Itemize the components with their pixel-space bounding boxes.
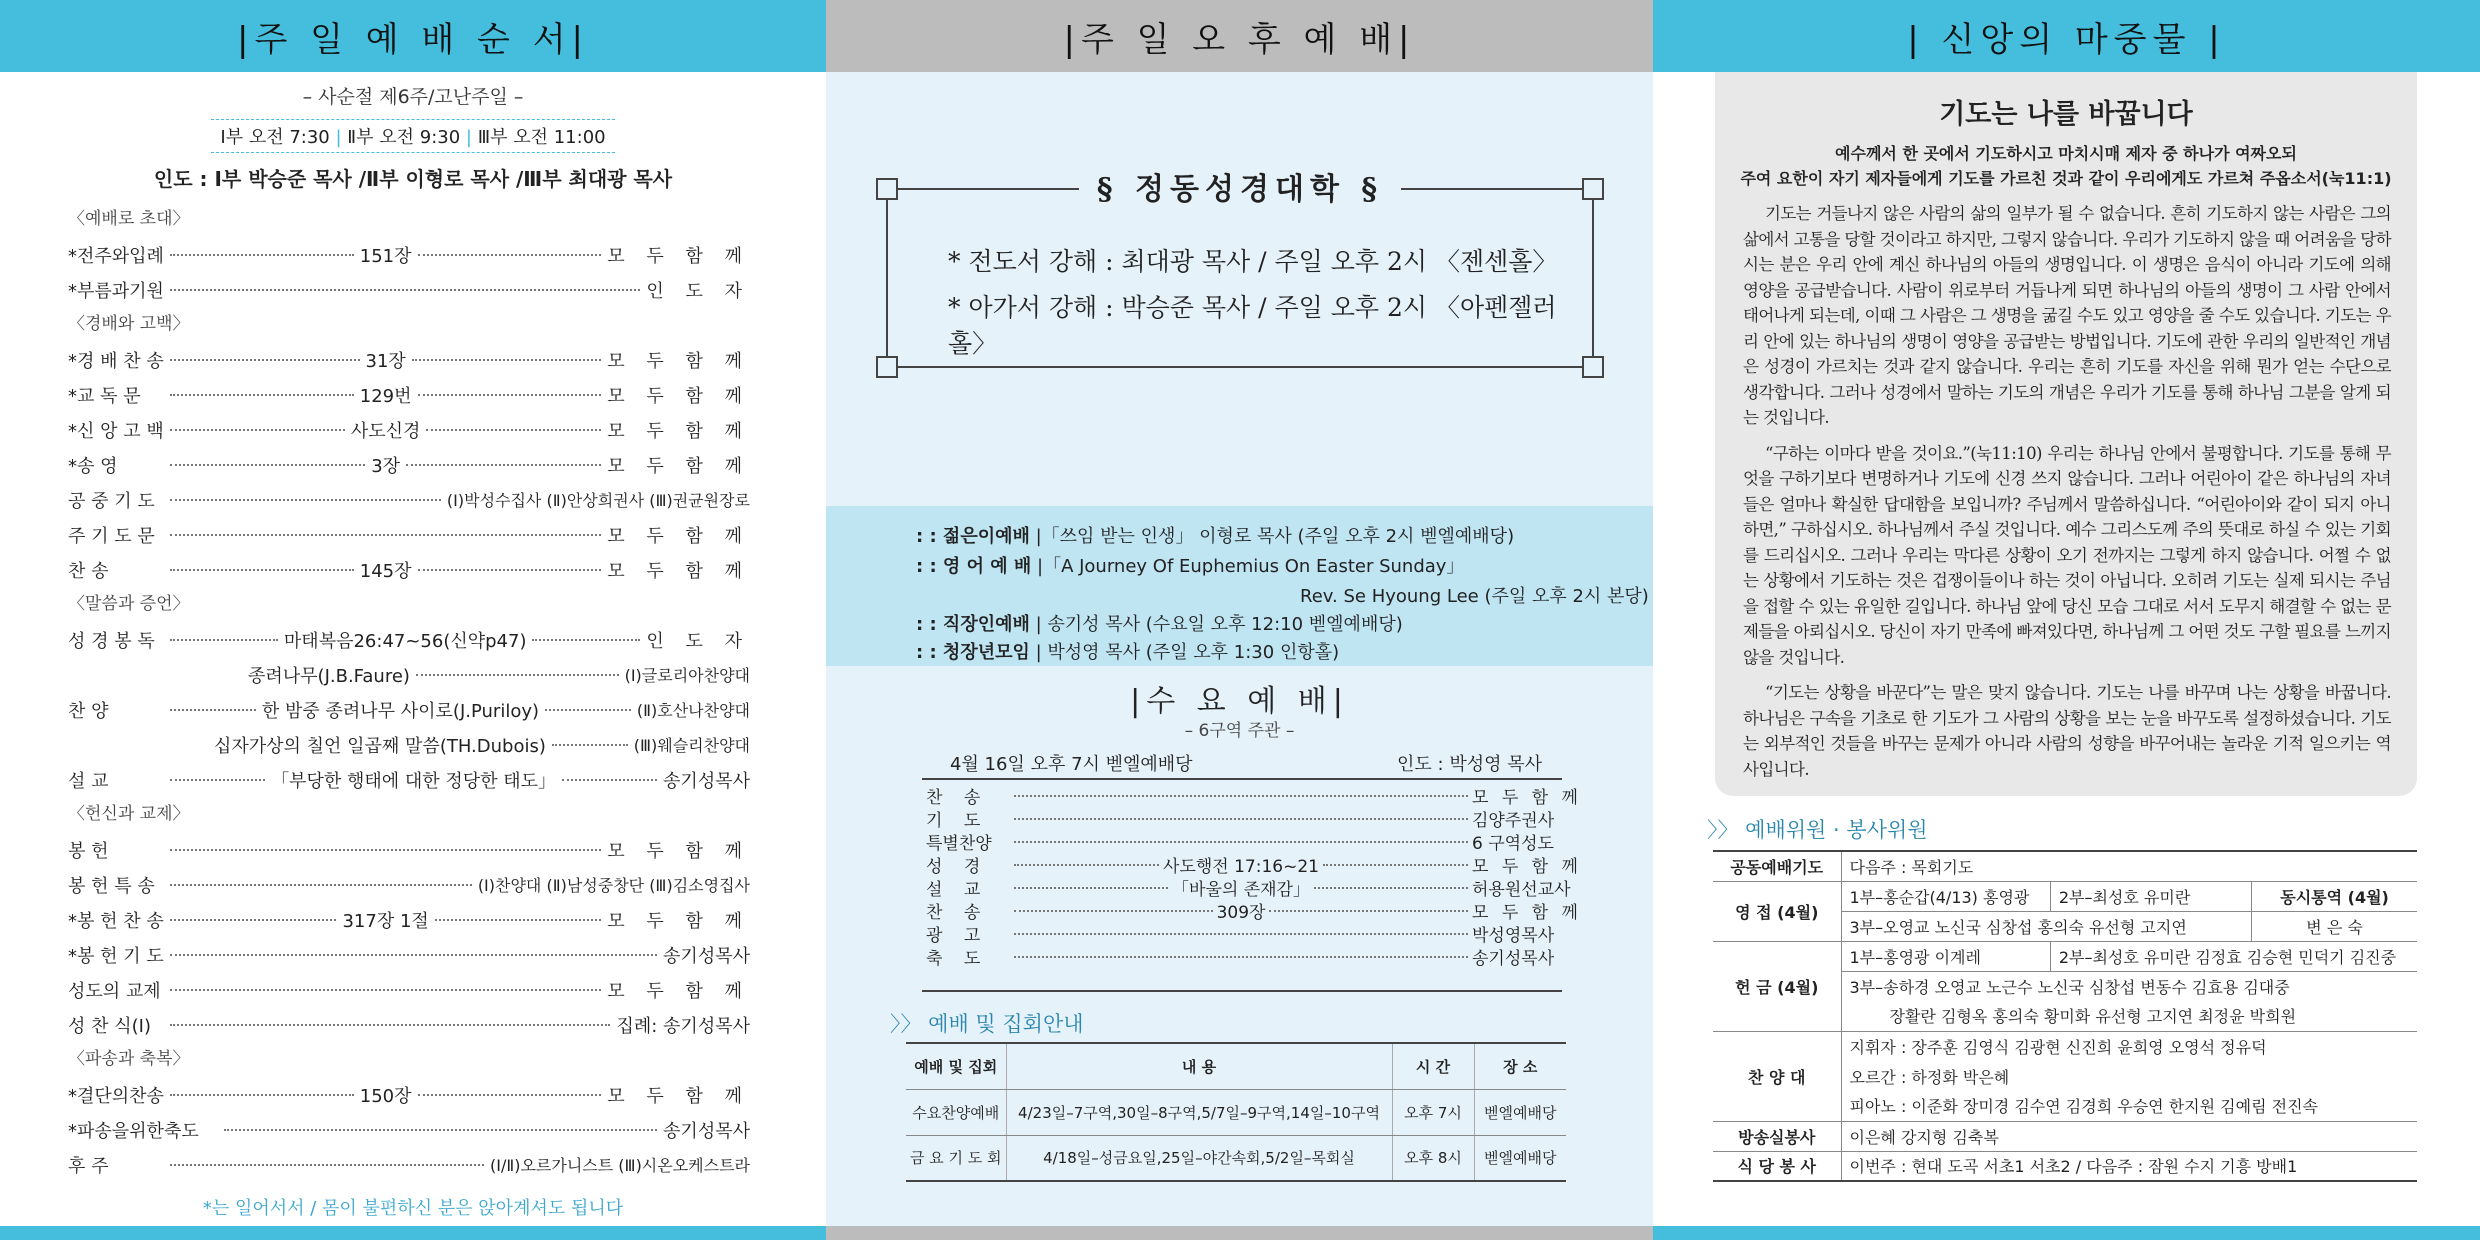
order-row: *결단의찬송 150장 모 두 함 께 (68, 1085, 750, 1107)
order-row: 설 교 「바울의 존재감」 허용원선교사 (926, 880, 1571, 900)
table-row: 방송실봉사 이은혜 강지형 김축복 (1713, 1121, 2417, 1151)
order-row: 공 중 기 도 (Ⅰ)박성수집사 (Ⅱ)안상희권사 (Ⅲ)권균원장로 (68, 490, 750, 512)
section-opening: 〈예배로 초대〉 (68, 209, 190, 229)
order-row: 종려나무(J.B.Faure) (Ⅰ)글로리아찬양대 (248, 665, 750, 687)
order-row: 성도의 교제 모 두 함 께 (68, 980, 750, 1002)
youth-service: : : 젊은이예배 |「쓰임 받는 인생」 이형로 목사 (주일 오후 2시 벧엘예배당) (916, 526, 1515, 547)
order-row: *경 배 찬 송 31장 모 두 함 께 (68, 350, 750, 372)
meeting-table: 예배 및 집회 내 용 시 간 장 소 수요찬양예배 4/23일–7구역,30일–8구역,5/7일–9구역,14일–10구역 오후 7시 벧엘예배당 금 요 기 도 회 4/18일–성금요일,25일–야간속회,5/2일–목회실 오후 8시 벧엘예배당 (906, 1042, 1566, 1182)
table-row: 헌 금 (4월) 1부–홍영광 이계레 2부–최성호 유미란 김정효 김승현 민덕기 김진중 (1713, 941, 2417, 971)
meditation-panel (1653, 0, 2480, 1240)
order-row: 십자가상의 칠언 일곱째 말씀(TH.Dubois) (Ⅲ)웨슬리찬양대 (214, 735, 750, 757)
order-row: 성 경 봉 독 마태복음26:47~56(신약p47) 인 도 자 (68, 630, 750, 652)
order-row: 후 주 (Ⅰ/Ⅱ)오르가니스트 (Ⅲ)시온오케스트라 (68, 1155, 750, 1177)
table-row: 피아노 : 이준화 장미경 김수연 김경희 우승연 한지원 김예림 전진속 (1713, 1091, 2417, 1121)
order-row: *파송을위한축도 송기성목사 (68, 1120, 750, 1142)
afternoon-worship-panel (826, 0, 1653, 1240)
order-row: *신 앙 고 백 사도신경 모 두 함 께 (68, 420, 750, 442)
table-row: 오르간 : 하정화 박은혜 (1849, 1067, 2010, 1087)
service-times: Ⅰ부 오전 7:30 | Ⅱ부 오전 9:30 | Ⅲ부 오전 11:00 (211, 119, 615, 153)
time-2: Ⅱ부 오전 9:30 (347, 127, 461, 148)
order-row: *송 영 3장 모 두 함 께 (68, 455, 750, 477)
worship-order-panel (0, 0, 826, 1240)
volunteers-heading: 〉〉 예배위원 · 봉사위원 (1707, 818, 1928, 842)
wednesday-title: |수 요 예 배| (1130, 684, 1349, 719)
standing-note: *는 일어서서 / 몸이 불편하신 분은 앉아계셔도 됩니다 (202, 1198, 624, 1219)
order-row: *전주와입례 151장 모 두 함 께 (68, 245, 750, 267)
afternoon-header: |주 일 오 후 예 배| (826, 0, 1653, 72)
section-offering: 〈헌신과 교제〉 (68, 804, 190, 824)
section-word: 〈말씀과 증언〉 (68, 594, 190, 614)
table-row: 영 접 (4월) 1부–홍순갑(4/13) 홍영광 2부–최성호 유미란 동시통역 (4월) (1713, 881, 2417, 911)
section-confession: 〈경배와 고백〉 (68, 314, 190, 334)
bible-college-title: § 정동성경대학 § (1079, 172, 1401, 207)
order-row: 찬 양 한 밤중 종려나무 사이로(J.Puriloy) (Ⅱ)호산나찬양대 (68, 700, 750, 722)
worker-service: : : 직장인예배 | 송기성 목사 (수요일 오후 12:10 벧엘예배당) (916, 614, 1403, 635)
time-1: Ⅰ부 오전 7:30 (220, 127, 330, 148)
table-row: 3부–송하경 오영교 노근수 노신국 심창섭 변동수 김효용 김대중 (1849, 977, 2290, 997)
wednesday-info (922, 744, 1562, 780)
order-row: 찬 송 모 두 함 께 (926, 788, 1582, 808)
order-row: 설 교 「부당한 행태에 대한 정당한 태도」 송기성목사 (68, 770, 750, 792)
worship-order-header: |주 일 예 배 순 서| (0, 0, 826, 72)
wednesday-leader: 인도 : 박성영 목사 (1397, 754, 1542, 775)
order-row: *봉 헌 찬 송 317장 1절 모 두 함 께 (68, 910, 750, 932)
order-row: 찬 송 145장 모 두 함 께 (68, 560, 750, 582)
wednesday-subtitle: – 6구역 주관 – (1184, 721, 1295, 741)
order-row: 기 도 김양주권사 (926, 811, 1555, 831)
table-row: 수요찬양예배 4/23일–7구역,30일–8구역,5/7일–9구역,14일–10구역 오후 7시 벧엘예배당 (906, 1089, 1566, 1135)
paragraph: 기도는 거들나지 않은 사람의 삶의 일부가 될 수 없습니다. 흔히 기도하지 않는 사람은 그의 삶에서 고통을 당할 것이라고 하지만, 그렇지 않습니다. 우리가 기도하지 않을 때 어려움을 당하시는 분은 우리 안에 계신 하나님의 아들의 생명입니다. 이 생명은 음식이 아니라 기도에 의해 영양을 공급받습니다. 사람이 위로부터 거듭나게 되면 하나님의 아들의 생명이 그 사람 안에서 태어나게 되는데, 이때 그 사람은 그 생명을 굶길 수도 있고 영양을 줄 수도 있습니다. 기도는 우리 안에 있는 하나님의 생명이 영양을 공급받는 방법입니다. 기도에 관한 우리의 일반적인 개념은 성경이 가르치는 것과 같지 않습니다. 우리는 흔히 기도를 자신을 위해 뭔가 얻는 수단으로 생각합니다. 그러나 성경에서 말하는 기도의 개념은 우리가 기도를 통해 하나님 그분을 알게 되는 것입니다. (1743, 204, 2391, 427)
order-row: 성 경 사도행전 17:16~21 모 두 함 께 (926, 857, 1582, 877)
order-list (0, 202, 826, 1182)
order-row: *부름과기원 인 도 자 (68, 280, 750, 302)
table-row: 장활란 김형옥 홍의숙 황미화 유선형 고지연 최정윤 박희원 (1713, 1001, 2417, 1031)
footer-bar (1653, 1226, 2480, 1240)
paragraph: “구하는 이마다 받을 것이요.”(눅11:10) 우리는 하나님 안에서 불평합니다. 기도를 통해 무엇을 구하기보다 변명하거나 기도에 신경 쓰지 않습니다. 그러나 어린아이 같은 하나님의 자녀들은 얼마나 확실한 답대함을 보입니까? 주님께서 말씀하십니다. “어린아이와 같이 되지 아니하면,” 구하십시오. 하나님께서 주실 것입니다. 예수 그리스도께 주의 뜻대로 하실 수 있는 기회를 드리십시오. 그러나 우리는 막다른 상황이 오기 전까지는 그렇게 하지 않습니다. 어쩔 수 없는 상황에서 기도하는 것은 겁쟁이들이나 하는 것이 아닙니다. 오히려 기도는 실제 되시는 주님을 접할 수 있는 유일한 길입니다. 하나님 앞에 당신 모습 그대로 서서 도무지 해결할 수 없는 문제들을 아뢰십시오. 당신이 자기 만족에 빠져있다면, 하나님께 그 어떤 것도 구할 필요를 느끼지 않을 것입니다. (1743, 443, 2391, 667)
table-row: 식 당 봉 사 이번주 : 현대 도곡 서초1 서초2 / 다음주 : 잠원 수지 기흥 방배1 (1713, 1151, 2417, 1181)
order-row: *교 독 문 129번 모 두 함 께 (68, 385, 750, 407)
table-row: 공동예배기도 다음주 : 목회기도 (1713, 851, 2417, 881)
wednesday-date: 4월 16일 오후 7시 벧엘예배당 (950, 754, 1193, 775)
wednesday-order (926, 784, 1582, 969)
paragraph: “기도는 상황을 바꾼다”는 말은 맞지 않습니다. 기도는 나를 바꾸며 나는 상황을 바꿉니다. 하나님은 구속을 기초로 한 기도가 그 사람의 상황을 보는 눈을 바꾸도록 설정하셨습니다. 기도는 외부적인 것들을 바꾸는 문제가 아니라 사람의 성향을 바꾸어내는 놀라운 기적 일으키는 역사입니다. (1743, 683, 2391, 779)
meditation-title: 기도는 나를 바꿉니다 (1939, 99, 2193, 130)
adult-meeting: : : 청장년모임 | 박성영 목사 (주일 오후 1:30 인항홀) (916, 642, 1340, 663)
meeting-info-heading: 〉〉 예배 및 집회안내 (890, 1012, 1084, 1036)
order-row: 특별찬양 6 구역성도 (926, 834, 1554, 854)
scripture-verse: 예수께서 한 곳에서 기도하시고 마치시매 제자 중 하나가 여짜오되 주여 요한이 자기 제자들에게 기도를 가르친 것과 같이 우리에게도 가르쳐 주옵소서(눅11:1) (1740, 144, 2392, 188)
order-row: 찬 송 309장 모 두 함 께 (926, 903, 1582, 923)
bible-college-box (886, 172, 1594, 368)
season-subtitle: – 사순절 제6주/고난주일 – (302, 86, 524, 108)
time-3: Ⅲ부 오전 11:00 (477, 127, 606, 148)
volunteers-table (1713, 850, 2417, 1182)
order-row: 봉 헌 특 송 (Ⅰ)찬양대 (Ⅱ)남성중창단 (Ⅲ)김소영집사 (68, 875, 750, 897)
section-sending: 〈파송과 축복〉 (68, 1049, 190, 1069)
table-row: 3부–오영교 노신국 심창섭 홍의숙 유선형 고지연 변 은 숙 (1713, 911, 2417, 941)
order-row: 성 찬 식(Ⅰ) 집례: 송기성목사 (68, 1015, 750, 1037)
order-row: 축 도 송기성목사 (926, 949, 1555, 969)
study-1: * 전도서 강해 : 최대광 목사 / 주일 오후 2시 〈젠센홀〉 (948, 247, 1558, 276)
footer-bar (826, 1226, 1653, 1240)
order-row: 주 기 도 문 모 두 함 께 (68, 525, 750, 547)
order-row: *봉 헌 기 도 송기성목사 (68, 945, 750, 967)
english-service-detail: Rev. Se Hyoung Lee (주일 오후 2시 본당) (1300, 586, 1649, 607)
other-services-band (826, 506, 1653, 666)
service-leaders: 인도 : Ⅰ부 박승준 목사 /Ⅱ부 이형로 목사 /Ⅲ부 최대광 목사 (153, 167, 673, 191)
order-row: 봉 헌 모 두 함 께 (68, 840, 750, 862)
english-service: : : 영 어 예 배 |「A Journey Of Euphemius On Easter Sunday」 (916, 556, 1465, 577)
table-row: 금 요 기 도 회 4/18일–성금요일,25일–야간속회,5/2일–목회실 오후 8시 벧엘예배당 (906, 1135, 1566, 1181)
order-row: 광 고 박성영목사 (926, 926, 1555, 946)
meditation-header: | 신앙의 마중물 | (1653, 0, 2480, 72)
table-row: 찬 양 대 지휘자 : 장주훈 김영식 김광현 신진희 윤희영 오영석 정유덕 (1713, 1031, 2417, 1061)
study-2: * 아가서 강해 : 박승준 목사 / 주일 오후 2시 〈아펜젤러홀〉 (948, 293, 1557, 358)
meditation-box (1715, 72, 2417, 796)
footer-bar (0, 1226, 826, 1240)
